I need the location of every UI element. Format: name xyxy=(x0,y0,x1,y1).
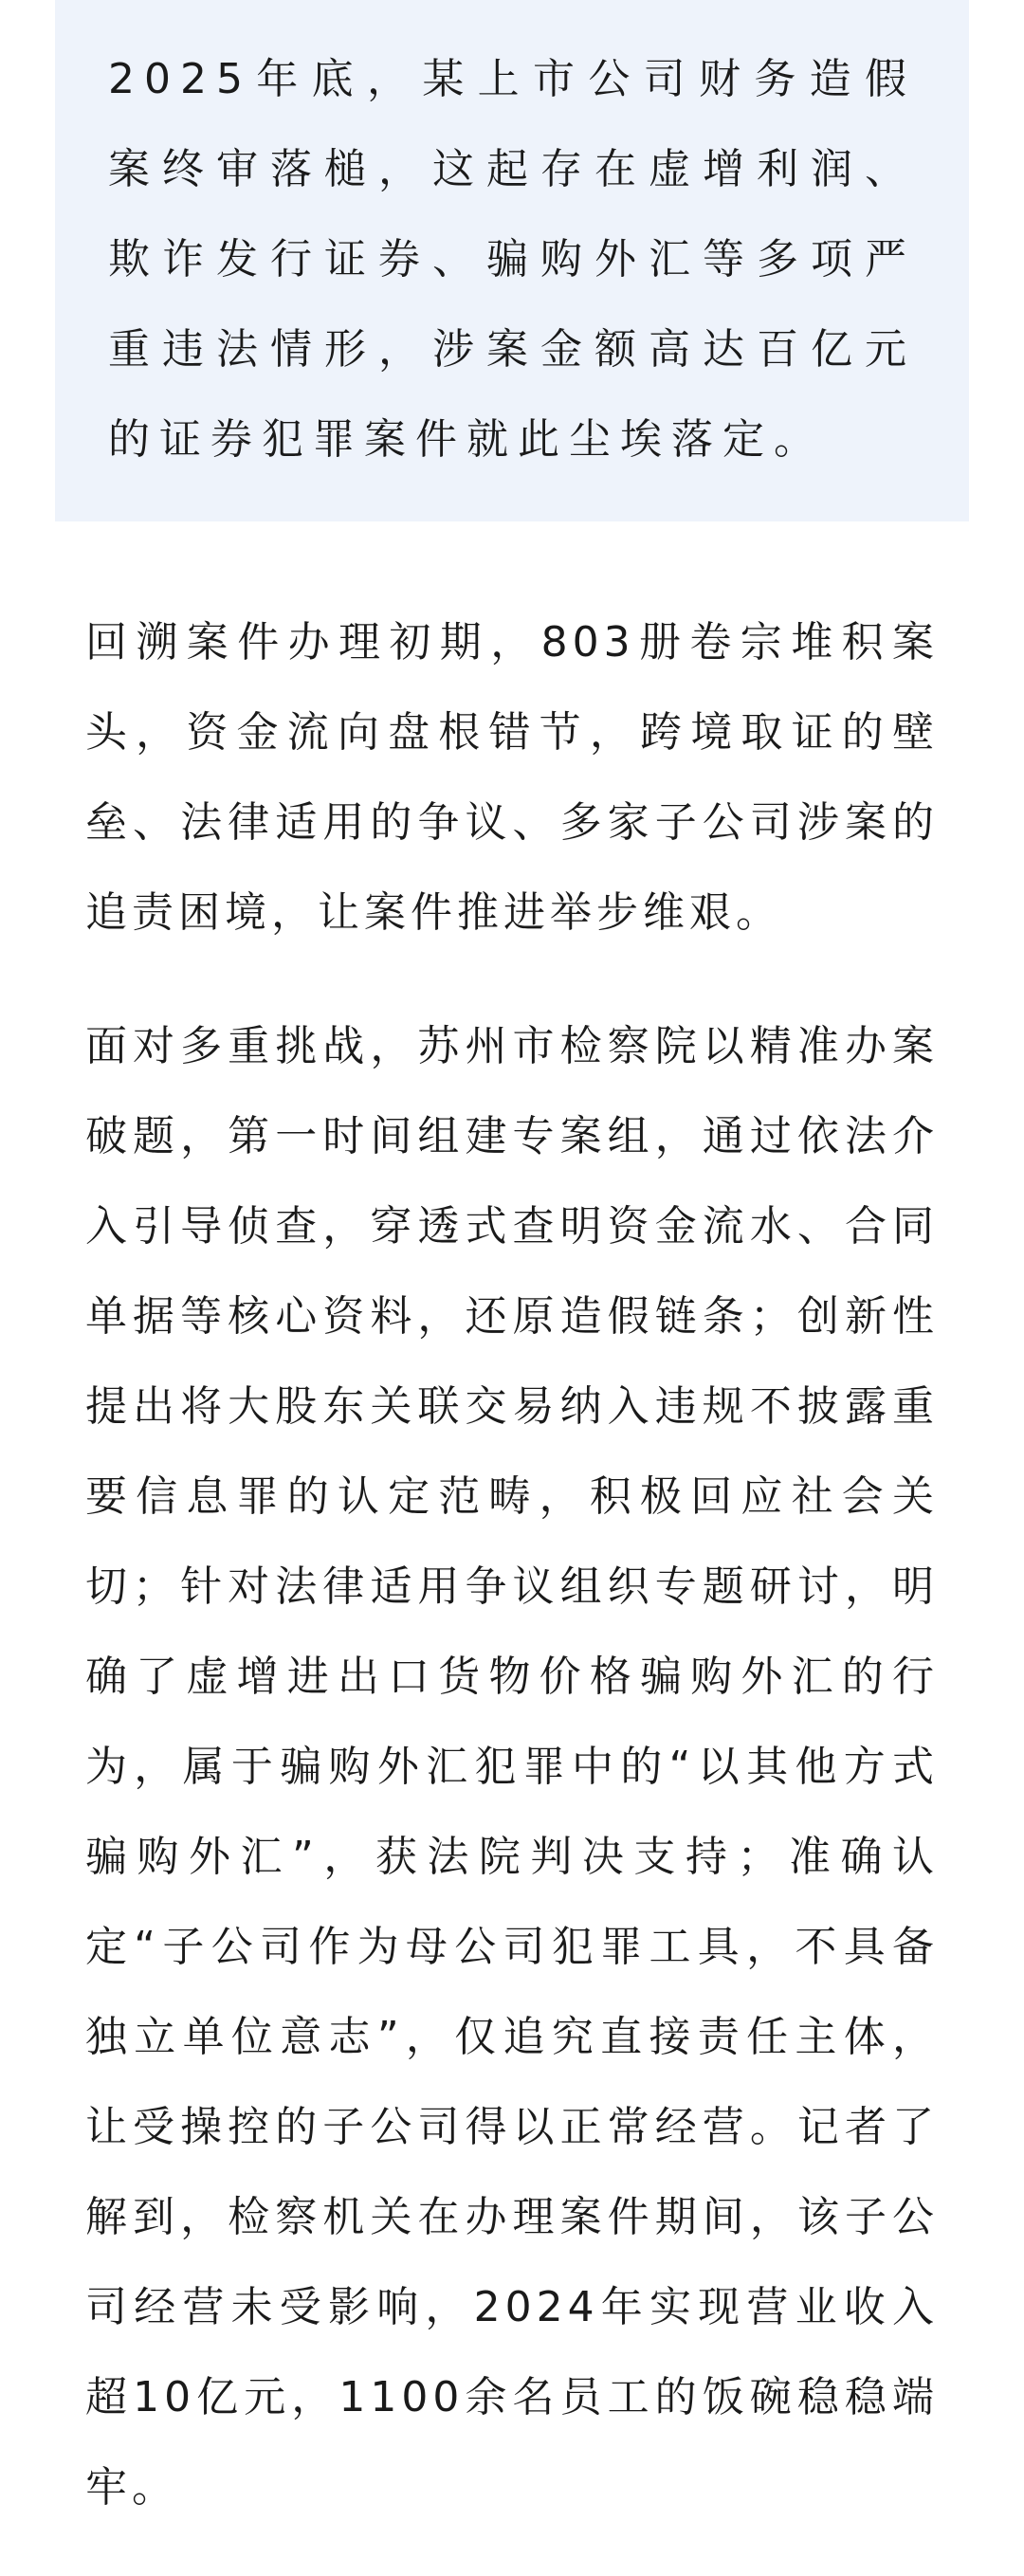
lead-summary-text: 2025年底，某上市公司财务造假案终审落槌，这起存在虚增利润、欺诈发行证券、骗购外汇等多项严重违法情形，涉案金额高达百亿元的证券犯罪案件就此尘埃落定。 xyxy=(108,55,916,464)
article-paragraph-1: 回溯案件办理初期，803册卷宗堆积案头，资金流向盘根错节，跨境取证的壁垒、法律适用的争议、多家子公司涉案的追责困境，让案件推进举步维艰。 xyxy=(85,618,939,937)
lead-summary-box xyxy=(55,0,969,521)
article-paragraph-2: 面对多重挑战，苏州市检察院以精准办案破题，第一时间组建专案组，通过依法介入引导侦查，穿透式查明资金流水、合同单据等核心资料，还原造假链条；创新性提出将大股东关联交易纳入违规不披露重要信息罪的认定范畴，积极回应社会关切；针对法律适用争议组织专题研讨，明确了虚增进出口货物价格骗购外汇的行为，属于骗购外汇犯罪中的“以其他方式骗购外汇”，获法院判决支持；准确认定“子公司作为母公司犯罪工具，不具备独立单位意志”，仅追究直接责任主体，让受操控的子公司得以正常经营。记者了解到，检察机关在办理案件期间，该子公司经营未受影响，2024年实现营业收入超10亿元，1100余名员工的饭碗稳稳端牢。 xyxy=(85,1022,939,2512)
article-body xyxy=(85,597,939,2576)
